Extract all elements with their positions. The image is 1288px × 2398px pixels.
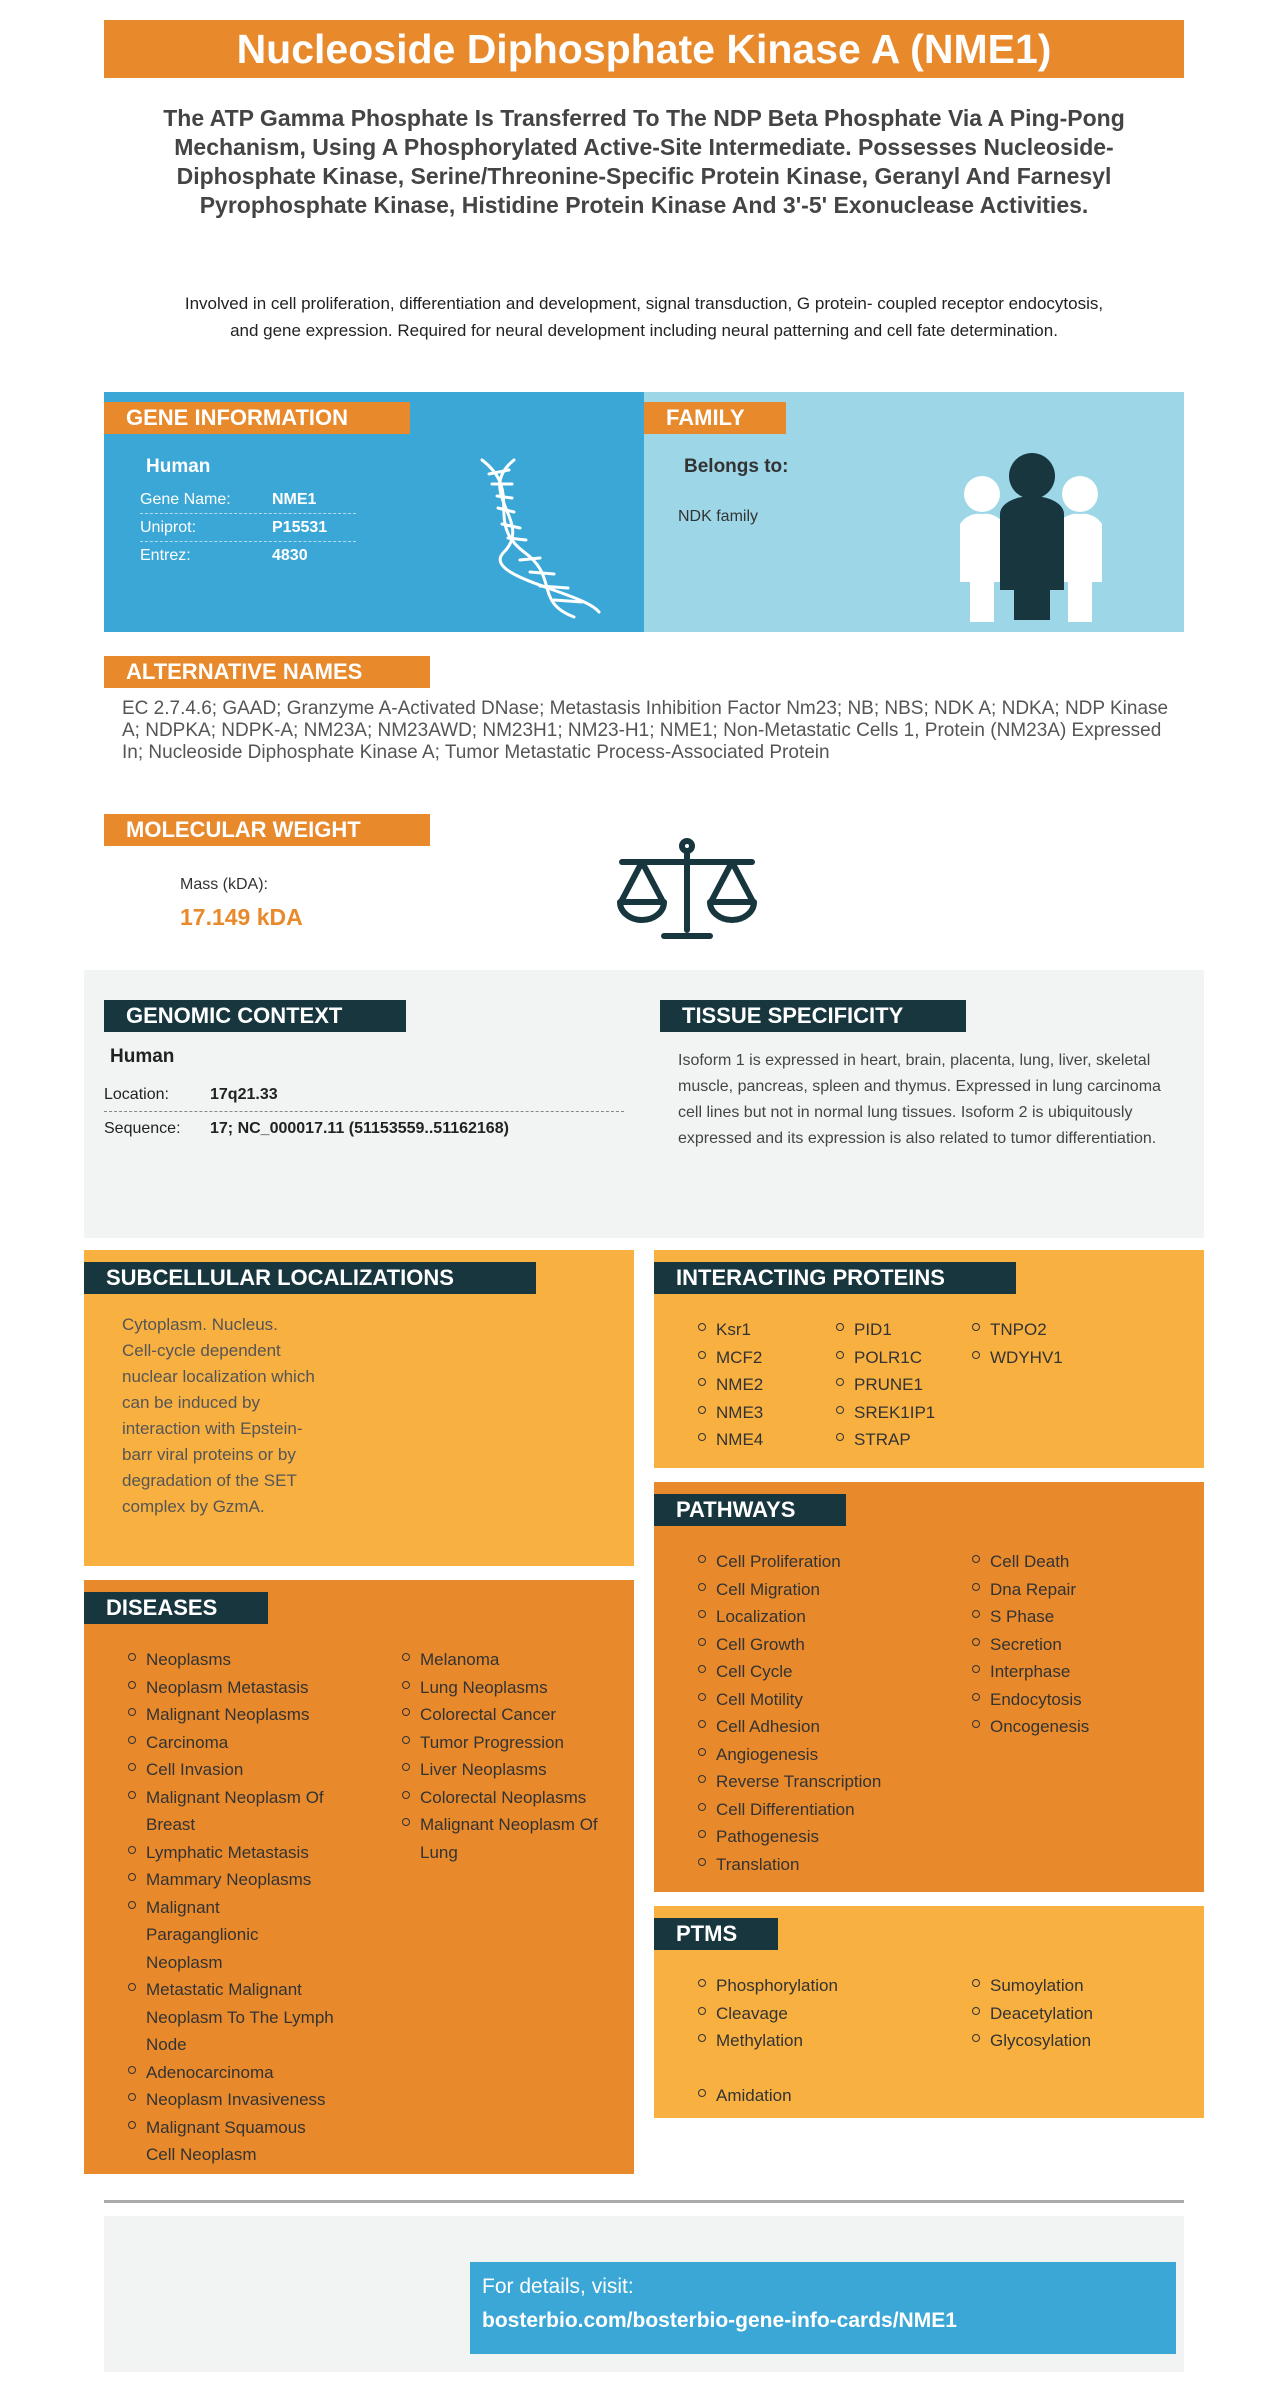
list-item: Neoplasms	[124, 1646, 354, 1674]
list-item: PRUNE1	[832, 1371, 935, 1399]
list-item: Malignant Paraganglionic Neoplasm	[124, 1894, 354, 1977]
list-item: NME2	[694, 1371, 763, 1399]
details-link[interactable]: bosterbio.com/bosterbio-gene-info-cards/NME1	[482, 2309, 957, 2332]
interacting-proteins-card	[654, 1250, 1204, 1468]
list-item: Glycosylation	[968, 2027, 1093, 2055]
page-title: Nucleoside Diphosphate Kinase A (NME1)	[104, 20, 1184, 78]
ptms-list-2	[968, 1972, 1093, 2055]
subcellular-line: nuclear localization which	[122, 1367, 315, 1386]
list-item: Reverse Transcription	[694, 1768, 881, 1796]
list-item: TNPO2	[968, 1316, 1063, 1344]
details-box	[470, 2262, 1176, 2354]
entrez-row	[140, 542, 356, 570]
list-item: Tumor Progression	[398, 1729, 628, 1757]
mass-label: Mass (kDA):	[180, 876, 268, 893]
list-item: Malignant Neoplasm Of Breast	[124, 1784, 354, 1839]
list-item: Metastatic Malignant Neoplasm To The Lymph Node	[124, 1976, 354, 2059]
list-item: Lung Neoplasms	[398, 1674, 628, 1702]
diseases-list-1	[124, 1646, 354, 2169]
location-row	[104, 1082, 624, 1112]
list-item: Interphase	[968, 1658, 1089, 1686]
list-item: Neoplasm Metastasis	[124, 1674, 354, 1702]
pathways-heading: PATHWAYS	[654, 1494, 846, 1526]
list-item: Phosphorylation	[694, 1972, 838, 2000]
list-item: Cell Invasion	[124, 1756, 354, 1784]
list-item: Mammary Neoplasms	[124, 1866, 354, 1894]
subcellular-line: can be induced by	[122, 1393, 260, 1412]
pathways-card	[654, 1482, 1204, 1892]
list-item: NME4	[694, 1426, 763, 1454]
subcellular-line: Cytoplasm. Nucleus.	[122, 1315, 278, 1334]
list-item: Cell Differentiation	[694, 1796, 881, 1824]
molecular-weight-heading: MOLECULAR WEIGHT	[104, 814, 430, 846]
ptms-list-1	[694, 1972, 838, 2109]
subcellular-line: Cell-cycle dependent	[122, 1341, 281, 1360]
list-item: Pathogenesis	[694, 1823, 881, 1851]
entrez-label: Entrez:	[140, 547, 191, 564]
interacting-proteins-list-2	[832, 1316, 935, 1454]
diseases-heading: DISEASES	[84, 1592, 268, 1624]
gene-name-row	[140, 486, 356, 514]
alternative-names-heading: ALTERNATIVE NAMES	[104, 656, 430, 688]
intro-text: Involved in cell proliferation, differentiation and development, signal transduction, G protein- coupled receptor endocytosis, and gene expression. Required for neural development including neural patterning and cell fate determination.	[184, 294, 1104, 340]
mass-value: 17.149 kDA	[180, 904, 303, 930]
uniprot-label: Uniprot:	[140, 519, 197, 536]
list-item: Secretion	[968, 1631, 1089, 1659]
list-item: Cleavage	[694, 2000, 838, 2028]
list-item: Adenocarcinoma	[124, 2059, 354, 2087]
gene-name-value: NME1	[272, 491, 317, 508]
family-heading: FAMILY	[644, 402, 786, 434]
list-item: SREK1IP1	[832, 1399, 935, 1427]
list-item: Dna Repair	[968, 1576, 1089, 1604]
gene-information-heading: GENE INFORMATION	[104, 402, 410, 434]
uniprot-row	[140, 514, 356, 542]
list-item: Colorectal Neoplasms	[398, 1784, 628, 1812]
genomic-tissue-panel	[84, 970, 1204, 1238]
subcellular-line: interaction with Epstein-	[122, 1419, 303, 1438]
diseases-card	[84, 1580, 634, 2174]
genomic-organism: Human	[110, 1046, 175, 1067]
people-group-icon	[952, 452, 1112, 622]
list-item: Malignant Neoplasm Of Lung	[398, 1811, 628, 1866]
subcellular-line: complex by GzmA.	[122, 1497, 265, 1516]
genomic-context-heading: GENOMIC CONTEXT	[104, 1000, 406, 1032]
subcellular-card	[84, 1250, 634, 1566]
location-label: Location:	[104, 1086, 169, 1103]
family-value: NDK family	[678, 508, 759, 525]
list-item: MCF2	[694, 1344, 763, 1372]
belongs-to-label: Belongs to:	[684, 456, 789, 477]
list-item: Cell Migration	[694, 1576, 881, 1604]
list-item: POLR1C	[832, 1344, 935, 1372]
pathways-list-2	[968, 1548, 1089, 1741]
list-item: PID1	[832, 1316, 935, 1344]
interacting-proteins-heading: INTERACTING PROTEINS	[654, 1262, 1016, 1294]
list-item: Neoplasm Invasiveness	[124, 2086, 354, 2114]
list-item: NME3	[694, 1399, 763, 1427]
subcellular-line: degradation of the SET	[122, 1471, 297, 1490]
pathways-list-1	[694, 1548, 881, 1878]
list-item: Malignant Squamous Cell Neoplasm	[124, 2114, 354, 2169]
gene-organism: Human	[146, 456, 211, 477]
balance-scale-icon	[614, 838, 760, 944]
list-item: Cell Proliferation	[694, 1548, 881, 1576]
list-item: Colorectal Cancer	[398, 1701, 628, 1729]
dna-helix-icon	[464, 452, 614, 622]
list-item: Cell Motility	[694, 1686, 881, 1714]
list-item: Oncogenesis	[968, 1713, 1089, 1741]
tissue-specificity-text: Isoform 1 is expressed in heart, brain, placenta, lung, liver, skeletal muscle, pancreas, spleen and thymus. Expressed in lung carcinoma cell lines but not in normal lung tissues. Isoform 2 is ubiquitously expressed and its expression is also related to tumor differentiation.	[678, 1052, 1161, 1147]
sequence-value: 17; NC_000017.11 (51153559..51162168)	[210, 1120, 509, 1137]
list-item: Malignant Neoplasms	[124, 1701, 354, 1729]
function-summary: The ATP Gamma Phosphate Is Transferred To The NDP Beta Phosphate Via A Ping-Pong Mechanism, Using A Phosphorylated Active-Site Intermediate. Possesses Nucleoside-Diphosphate Kinase, Serine/Threonine-Specific Protein Kinase, Geranyl And Farnesyl Pyrophosphate Kinase, Histidine Protein Kinase And 3'-5' Exonuclease Activities.	[163, 105, 1125, 218]
gene-name-label: Gene Name:	[140, 491, 231, 508]
list-item: Liver Neoplasms	[398, 1756, 628, 1784]
list-item: WDYHV1	[968, 1344, 1063, 1372]
alternative-names-text: EC 2.7.4.6; GAAD; Granzyme A-Activated DNase; Metastasis Inhibition Factor Nm23; NB; NBS; NDK A; NDKA; NDP Kinase A; NDPKA; NDPK-A; NM23A; NM23AWD; NM23H1; NM23-H1; NME1; Non-Metastatic Cells 1, Protein (NM23A) Expressed In; Nucleoside Diphosphate Kinase A; Tumor Metastatic Process-Associated Protein	[122, 698, 1169, 763]
list-item: Cell Cycle	[694, 1658, 881, 1686]
list-item: Melanoma	[398, 1646, 628, 1674]
list-item: Cell Growth	[694, 1631, 881, 1659]
gene-information-panel	[104, 392, 644, 632]
sequence-label: Sequence:	[104, 1120, 181, 1137]
list-item: Cell Death	[968, 1548, 1089, 1576]
interacting-proteins-list-1	[694, 1316, 763, 1454]
list-item: Deacetylation	[968, 2000, 1093, 2028]
location-value: 17q21.33	[210, 1086, 278, 1103]
sequence-row	[104, 1120, 624, 1146]
subcellular-heading: SUBCELLULAR LOCALIZATIONS	[84, 1262, 536, 1294]
footer-divider	[104, 2200, 1184, 2203]
list-item: Sumoylation	[968, 1972, 1093, 2000]
list-item: Carcinoma	[124, 1729, 354, 1757]
list-item: Amidation	[694, 2082, 838, 2110]
list-item: Localization	[694, 1603, 881, 1631]
tissue-specificity-heading: TISSUE SPECIFICITY	[660, 1000, 966, 1032]
list-item: Angiogenesis	[694, 1741, 881, 1769]
list-item: Cell Adhesion	[694, 1713, 881, 1741]
list-item: Ksr1	[694, 1316, 763, 1344]
subcellular-line: barr viral proteins or by	[122, 1445, 296, 1464]
list-item: Translation	[694, 1851, 881, 1879]
list-item: STRAP	[832, 1426, 935, 1454]
diseases-list-2	[398, 1646, 628, 1866]
details-label: For details, visit:	[482, 2275, 634, 2298]
subcellular-text	[122, 1312, 382, 1520]
family-panel	[644, 392, 1184, 632]
interacting-proteins-list-3	[968, 1316, 1063, 1371]
list-item: Methylation	[694, 2027, 838, 2055]
ptms-heading: PTMS	[654, 1918, 778, 1950]
ptms-card	[654, 1906, 1204, 2118]
list-item: S Phase	[968, 1603, 1089, 1631]
list-item: Endocytosis	[968, 1686, 1089, 1714]
list-item: Lymphatic Metastasis	[124, 1839, 354, 1867]
uniprot-value: P15531	[272, 519, 328, 536]
entrez-value: 4830	[272, 547, 308, 564]
